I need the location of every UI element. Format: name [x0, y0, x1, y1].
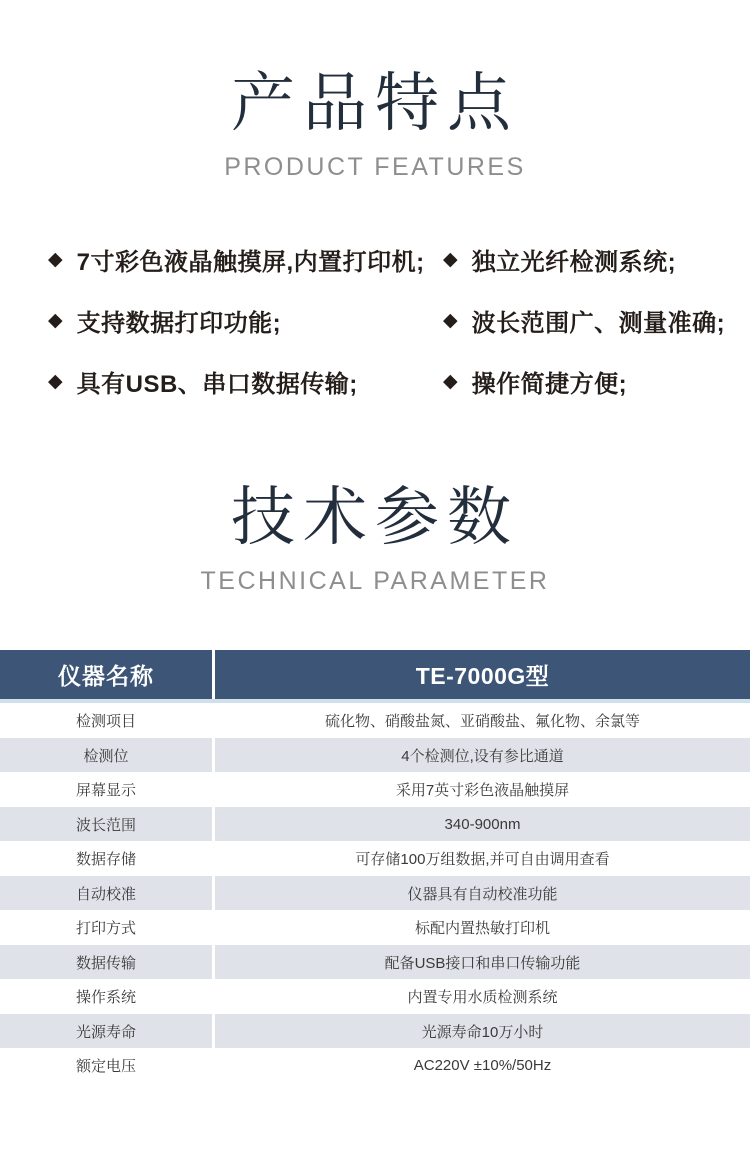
feature-text: 波长范围广、测量准确; [471, 309, 726, 337]
specs-title-block [0, 396, 750, 596]
specs-title: 技术参数 [231, 481, 519, 554]
table-row [0, 841, 750, 876]
feature-item [48, 305, 443, 335]
row-value-cell: 340-900nm [444, 815, 521, 833]
features-subtitle: PRODUCT FEATURES [224, 153, 526, 182]
table-row [0, 772, 750, 807]
row-label-cell: 数据传输 [75, 954, 136, 972]
row-label-cell: 光源寿命 [75, 1023, 136, 1041]
features-list [48, 244, 750, 396]
table-row [0, 979, 750, 1014]
table-row [0, 1014, 750, 1049]
specs-subtitle: TECHNICAL PARAMETER [200, 567, 550, 596]
feature-item [443, 366, 750, 396]
row-label-cell: 操作系统 [75, 989, 136, 1007]
diamond-bullet-icon: ◆ [48, 370, 63, 392]
diamond-bullet-icon: ◆ [48, 248, 63, 270]
row-value-cell: AC220V ±10%/50Hz [413, 1057, 552, 1075]
row-label-cell: 数据存储 [75, 851, 136, 869]
row-value-cell: 仪器具有自动校准功能 [407, 885, 558, 903]
header-label-cell: 仪器名称 [58, 663, 154, 690]
diamond-bullet-icon: ◆ [443, 248, 458, 270]
diamond-bullet-icon: ◆ [443, 309, 458, 331]
features-title: 产品特点 [231, 67, 519, 139]
feature-item [443, 305, 750, 335]
row-value-cell: 配备USB接口和串口传输功能 [384, 954, 581, 972]
specs-section [0, 396, 750, 1083]
table-row [0, 1048, 750, 1083]
row-label-cell: 打印方式 [75, 920, 136, 938]
feature-item [48, 366, 443, 396]
table-row [0, 876, 750, 911]
row-label-cell: 检测项目 [75, 713, 136, 731]
feature-text: 支持数据打印功能; [76, 309, 282, 337]
row-label-cell: 检测位 [83, 747, 129, 765]
row-value-cell: 标配内置热敏打印机 [414, 920, 550, 938]
features-title-block [0, 0, 750, 182]
row-label-cell: 额定电压 [75, 1058, 136, 1076]
table-body [0, 703, 750, 1083]
feature-text: 具有USB、串口数据传输; [76, 370, 358, 398]
row-label-cell: 屏幕显示 [75, 782, 136, 800]
feature-text: 操作简捷方便; [471, 370, 628, 398]
diamond-bullet-icon: ◆ [443, 370, 458, 392]
feature-text: 独立光纤检测系统; [471, 248, 677, 276]
table-row [0, 807, 750, 842]
table-row [0, 703, 750, 738]
row-label-cell: 波长范围 [75, 816, 136, 834]
table-row [0, 738, 750, 773]
table-row [0, 910, 750, 945]
feature-text: 7寸彩色液晶触摸屏,内置打印机; [76, 248, 425, 276]
row-value-cell: 内置专用水质检测系统 [407, 989, 558, 1007]
diamond-bullet-icon: ◆ [48, 309, 63, 331]
row-value-cell: 采用7英寸彩色液晶触摸屏 [395, 782, 570, 800]
feature-item [48, 244, 443, 274]
features-section [0, 0, 750, 396]
row-value-cell: 硫化物、硝酸盐氮、亚硝酸盐、氟化物、余氯等 [324, 713, 640, 731]
row-value-cell: 可存储100万组数据,并可自由调用查看 [355, 851, 610, 869]
spec-table [0, 650, 750, 1083]
row-value-cell: 4个检测位,设有参比通道 [401, 747, 564, 765]
header-value-cell: TE-7000G型 [415, 663, 550, 690]
row-label-cell: 自动校准 [75, 885, 136, 903]
table-row [0, 945, 750, 980]
feature-item [443, 244, 750, 274]
table-header-row [0, 650, 750, 699]
row-value-cell: 光源寿命10万小时 [421, 1023, 544, 1041]
